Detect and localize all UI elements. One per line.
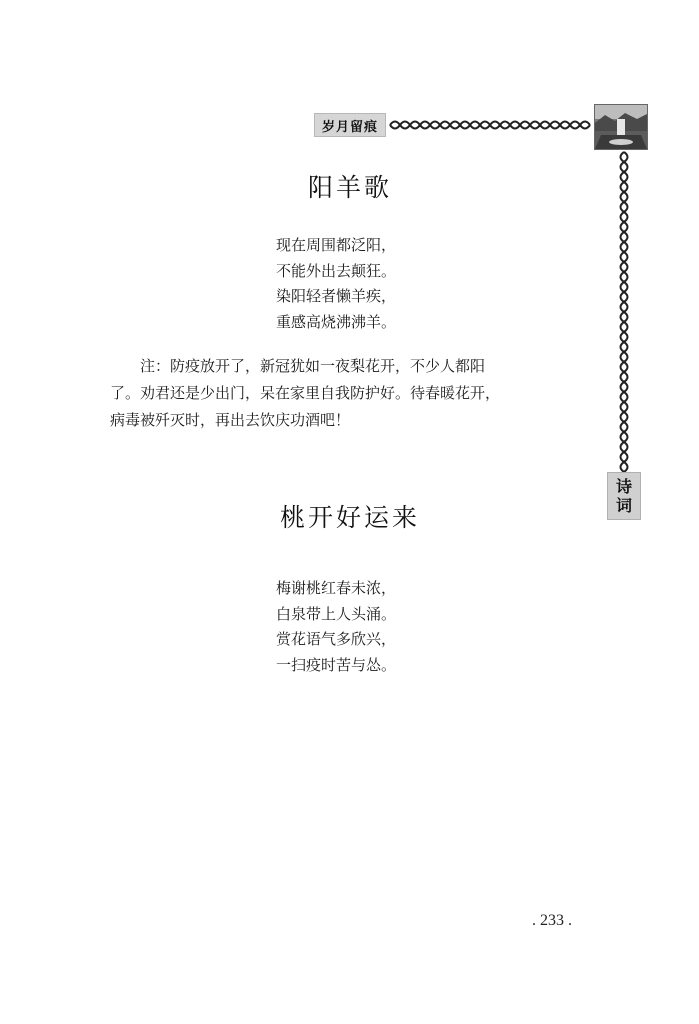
verse-line: 梅谢桃红春未浓， [276, 579, 397, 597]
poem-title-2: 桃开好运来 [279, 503, 420, 532]
verse-line: 不能外出去颠狂。 [276, 261, 397, 280]
verse-line: 一扫疫时苦与怂。 [276, 655, 397, 674]
side-tab-char-1: 诗 [615, 477, 632, 496]
verse-line: 白泉带上人头涌。 [276, 604, 397, 623]
verse-line: 重感高烧沸沸羊。 [276, 312, 397, 331]
verse-line: 赏花语气多欣兴， [276, 630, 397, 648]
verse-line: 染阳轻者懒羊疾， [276, 287, 397, 305]
poem-1-verse [276, 233, 396, 335]
side-tab-char-2: 词 [615, 496, 632, 515]
page-number: . 233 . [532, 912, 572, 929]
note-line: 注：防疫放开了，新冠犹如一夜梨花开，不少人都阳 [140, 357, 486, 375]
poem-title-1: 阳羊歌 [307, 173, 392, 202]
note-line: 病毒被歼灭时，再出去饮庆功酒吧！ [110, 411, 351, 429]
verse-line: 现在周围都泛阳， [276, 236, 397, 254]
category-side-tab [607, 472, 641, 520]
note-line: 了。劝君还是少出门，呆在家里自我防护好。待春暖花开， [110, 384, 501, 402]
poem-2-verse [276, 576, 396, 678]
section-label: 岁月留痕 [314, 113, 386, 137]
side-ornament-border [615, 150, 633, 472]
poem-1-note [110, 353, 588, 434]
header-ornament-border [388, 116, 594, 134]
waterfall-landscape-photo [594, 104, 648, 150]
